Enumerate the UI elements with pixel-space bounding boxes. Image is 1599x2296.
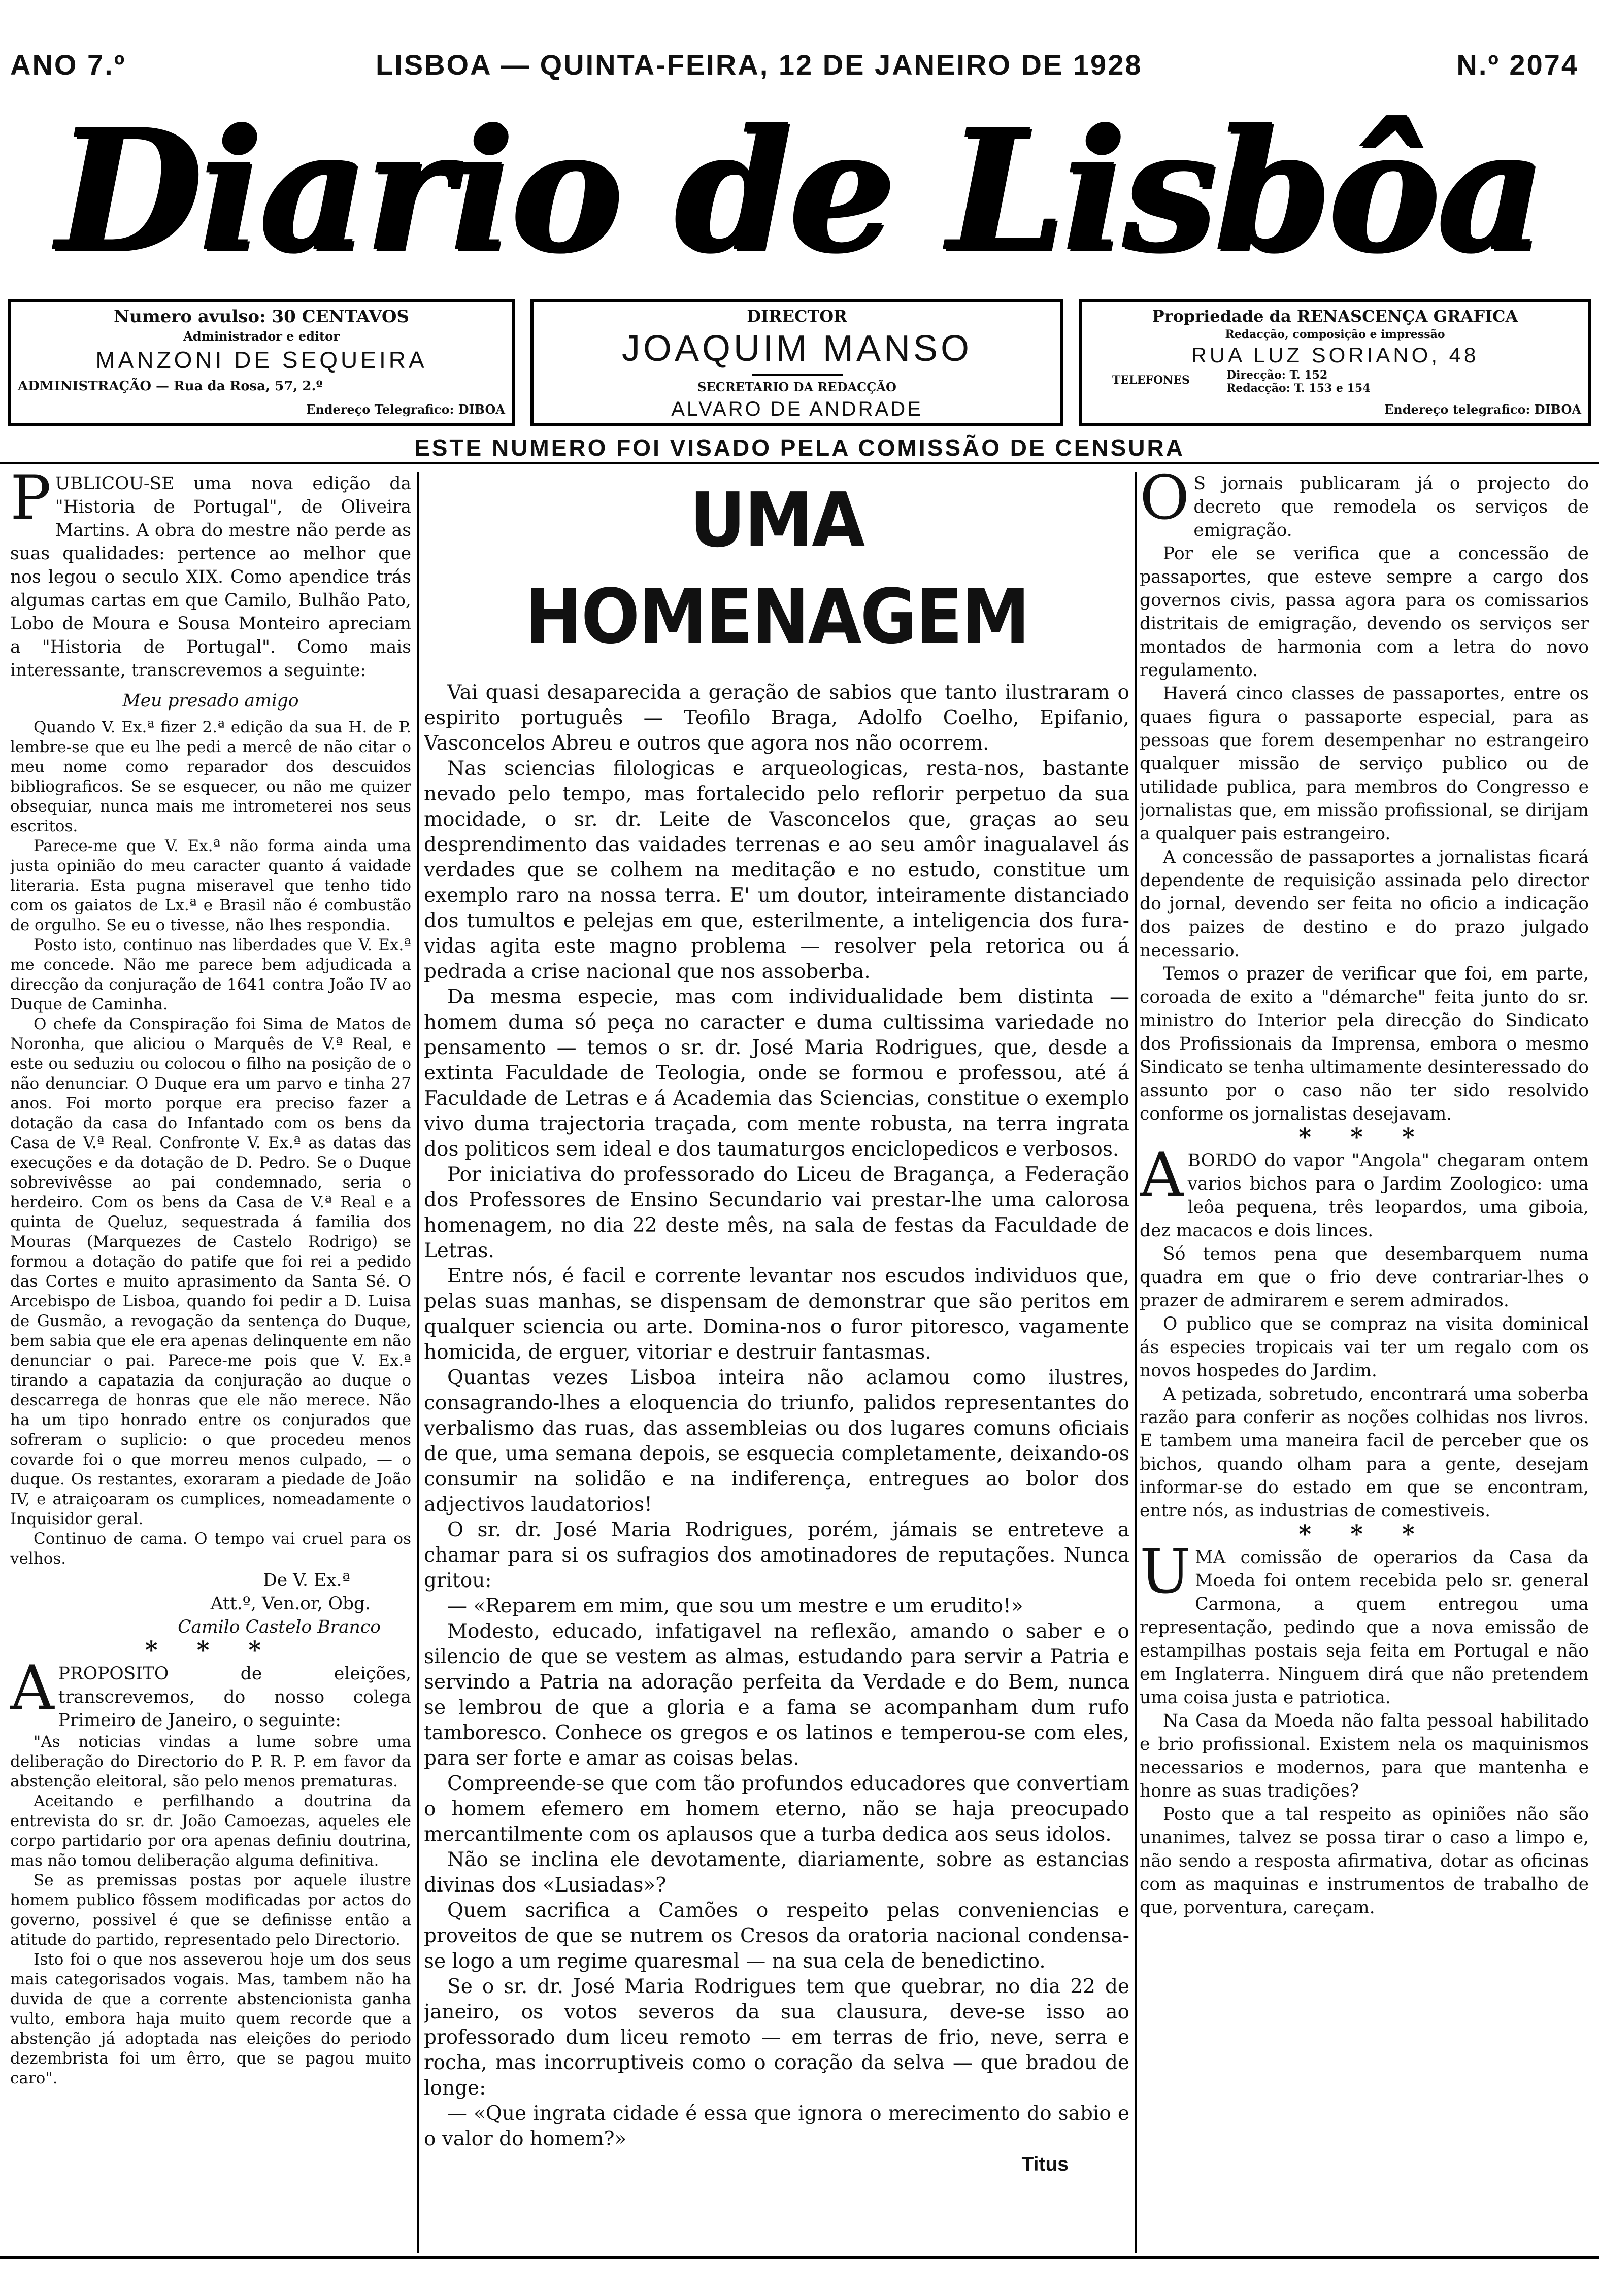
property-telegraph: Endereço telegrafico: DIBOA xyxy=(1384,402,1581,417)
column-rule-left xyxy=(417,472,419,2253)
director-label: DIRECTOR xyxy=(747,307,847,326)
section-stars: * * * xyxy=(145,1636,277,1665)
admin-name: MANZONI DE SEQUEIRA xyxy=(95,347,427,373)
phone-direction: Direcção: T. 152 xyxy=(1226,368,1328,382)
section-stars: * * * xyxy=(1298,1520,1430,1548)
letter-salutation: Meu presado amigo xyxy=(122,691,299,711)
bottom-rule xyxy=(0,2256,1599,2259)
phones-label: TELEFONES xyxy=(1112,374,1190,387)
right-column: O S jornais publicaram já o projecto do decreto que remodela os serviços de emigração. Por ele se verifica que a concessão de passaportes, que esteve sempre a cargo dos governos civis, passa agora para os comissarios distritais de emigração, devendo os serviços ser montados de harmonia com a letra do novo regulamento. Haverá cinco classes de passaportes, entre os quaes figura o passaporte especial, para as pessoas que forem desempenhar no estrangeiro qualquer missão de serviço publico ou de utilidade publica, para membros do Congresso e jornalistas que, em missão profissional, se dirijam a qualquer pais estrangeiro. A concessão de passaportes a jornalistas ficará dependente de requisição assinada pelo director do jornal, devendo ser feita no oficio a indicação dos paizes de destino e do prazo julgado necessario. Temos o prazer de verificar que foi, em parte, coroada de exito a "démarche" feita junto do sr. ministro do Interior pela direcção do Sindicato dos Profissionais da Imprensa, embora o mesmo Sindicato se tenha ultimamente desinteressado do assunto por o caso não ter sido resolvido conforme os jornalistas desejavam. * * * ABORDO do vapor "Angola" chegaram ontem varios bichos para o Jardim Zoologico: uma leôa pequena, três leopardos, uma giboia, dez macacos e dois linces. Só temos pena que desembarquem numa quadra em que o frio deve contrariar-lhes o prazer de admirarem e serem admirados. O publico que se compraz na visita dominical ás especies tropicais vai ter um regalo com os novos hospedes do Jardim. A petizada, sobretudo, encontrará uma soberba razão para conferir as noções colhidas nos livros. E tambem uma maneira facil de perceber que os bichos, quando olham para a gente, desejam informar-se do estado em que se encontram, entre nós, as industrias de comestiveis. * * * UMA comissão de operarios da Casa da Moeda foi ontem recebida pelo sr. general Carmona, a quem entregou uma representação, pedindo que a nova emissão de estampilhas postais seja feita em Portugal e não em Inglaterra. Ninguem dirá que não pretendem uma coisa justa e patriotica. Na Casa da Moeda não falta pessoal habilitado e brio profissional. Existem nela os maquinismos necessarios e modernos, para que mantenha e honre as suas tradições? Posto que a tal respeito as opiniões não são unanimes, talvez se possa tirar o caso a limpo e, não sendo a resposta afirmativa, dotar as oficinas com as maquinas e instrumentos de trabalho de que, porventura, careçam. xyxy=(1140,472,1589,1918)
paragraph: Quantas vezes Lisboa inteira não aclamou como ilustres, consagrando-lhes a eloquencia do triunfo, palidos representantes do verbalismo das ruas, das assembleias ou dos lugares comuns oficiais de que, uma semana depois, se esquecia completamente, deixando-os consumir na solidão e na indiferença, entregues ao bolor dos adjectivos laudatorios! xyxy=(424,1366,1129,1516)
drop-cap: A xyxy=(10,1653,54,1724)
signature-line-1: De V. Ex.ª xyxy=(263,1570,350,1591)
director-divider xyxy=(752,374,843,376)
paragraph: Por iniciativa do professorado do Liceu de Bragança, a Federação dos Professores de Ensino Secundario vai prestar-lhe uma calorosa homenagem, no dia 22 deste mês, na sala de festas da Faculdade de Letras. xyxy=(424,1163,1129,1262)
quoted-text: "As noticias vindas a lume sobre uma deliberação do Directorio do P. R. P. em favor da abstenção eleitoral, são pelo menos prematuras. Aceitando e perfilhando a doutrina da entrevista do sr. dr. João Camoezas, aqueles ele corpo partidario por ora apenas definiu doutrina, mas não tomou deliberação alguma definitiva. Se as premissas postas por aquele ilustre homem publico fôssem modificadas por actos do governo, possivel é que se definisse então a atitude do partido, representado pelo Directorio. Isto foi o que nos asseverou hoje um dos seus mais categorisados vogais. Mas, tambem não ha duvida de que a corrente abstencionista ganha vulto, embora haja muito quem recorde que a abstenção já adoptada nas eleições do periodo dezembrista foi um êrro, que se pagou muito caro". xyxy=(10,1733,411,2087)
director-box xyxy=(530,299,1063,426)
drop-cap: A xyxy=(1140,1140,1184,1210)
left-column xyxy=(10,472,411,2253)
article-historia: PUBLICOU-SE uma nova edição da "Historia de Portugal", de Oliveira Martins. A obra do mestre não perde as suas qualidades: pertence ao melhor que nos legou o seculo XIX. Como apendice trás algumas cartas em que Camilo, Bulhão Pato, Lobo de Moura e Sousa Monteiro apreciam a "Historia de Portugal". Como mais interessante, transcrevemos a seguinte: xyxy=(10,472,411,681)
top-info-line xyxy=(0,48,1599,84)
signature-line-2: Att.º, Ven.or, Obg. xyxy=(210,1594,371,1614)
drop-cap: U xyxy=(1140,1537,1191,1607)
secretary-name: ALVARO DE ANDRADE xyxy=(671,398,923,420)
drop-cap: P xyxy=(10,472,51,533)
phones-block xyxy=(1226,368,1370,395)
letter-body: Quando V. Ex.ª fizer 2.ª edição da sua H. de P. lembre-se que eu lhe pedi a mercê de não citar o meu nome como reparador dos descuidos bibliograficos. Se se esquecer, ou não me quizer obsequiar, nunca mais me intrometerei nos seus escritos. Parece-me que V. Ex.ª não forma ainda uma justa opinião do meu caracter quanto á vaidade literaria. Esta pugna miseravel que tenho tido com os gaiatos de Lx.ª e Brasil não é combustão de orgulho. Se eu o tivesse, não lhes respondia. Posto isto, continuo nas liberdades que V. Ex.ª me concede. Não me parece bem adjudicada a direcção da conjuração de 1641 contra João IV ao Duque de Caminha. O chefe da Conspiração foi Sima de Matos de Noronha, que aliciou o Marquês de V.ª Real, e este ou seduziu ou colocou o filho na posição de o não denunciar. O Duque era um parvo e tinha 27 anos. Foi morto porque era preciso fazer a dotação da casa do Infantado com os bens da Casa de V.ª Real. Confronte V. Ex.ª as datas das execuções e da dotação de D. Pedro. Se o Duque sobrevivêsse ao pai condemnado, seria o herdeiro. Com os bens da Casa de V.ª Real e a quinta de Queluz, sequestrada á familia dos Mouras (Marquezes de Castelo Rodrigo) se formou a dotação do patife que foi rei a pedido das Cortes e muito aprasimento da Santa Sé. O Arcebispo de Lisboa, quando foi pedir a D. Luisa de Gusmão, a revogação da sentença do Duque, bem sabia que ele era apenas delinquente em não denunciar o pai. Parece-me pois que V. Ex.ª tirando a capatazia da conjuração ao duque o descarrega de honras que ele não merece. Não ha um tipo honrado entre os conjurados que sofreram o suplicio: o que procedeu menos covarde foi o que morreu menos culpado, — o duque. Os restantes, exoraram a piedade de João IV, e atraiçoaram os cumplices, nomeadamente o Inquisidor geral. Continuo de cama. O tempo vai cruel para os velhos. xyxy=(10,718,411,1568)
header-boxes xyxy=(8,299,1591,426)
admin-label: Administrador e editor xyxy=(183,329,340,344)
article-signature: Titus xyxy=(1021,2153,1069,2175)
paragraph: O sr. dr. José Maria Rodrigues, porém, jámais se entreteve a chamar para si os sufragios dos amotinadores de reputações. Nunca gritou: xyxy=(424,1518,1129,1592)
quote: — «Que ingrata cidade é essa que ignora o merecimento do sabio e o valor do homem?» xyxy=(424,2102,1129,2150)
print-label: Redacção, composição e impressão xyxy=(1225,328,1445,341)
middle-column xyxy=(424,472,1129,2253)
property-line: Propriedade da RENASCENÇA GRAFICA xyxy=(1152,307,1518,326)
paragraph: Modesto, educado, infatigavel na reflexão, amando o saber e o silencio de que se vestem as almas, estudando para servir a Patria e servindo a Patria na adoração perfeita da Verdade e do Bem, nunca se lembrou de que a gloria e a fama se acompanham dum rufo tamboresco. Conhece os gregos e os latinos e temperou-se com eles, para ser forte e amar as coisas belas. xyxy=(424,1620,1129,1770)
paragraph: Entre nós, é facil e corrente levantar nos escudos individuos que, pelas suas manhas, se dispensam de demonstrar que são peritos em qualquer sciencia ou arte. Domina-nos o furor pitoresco, vagamente homicida, de erguer, vitoriar e destruir fantasmas. xyxy=(424,1265,1129,1364)
property-box xyxy=(1079,299,1591,426)
paragraph: Nas sciencias filologicas e arqueologicas, resta-nos, bastante nevado pelo tempo, mas fortalecido pelo reflorir perpetuo da sua mocidade, o sr. dr. Leite de Vasconcelos que, graças ao seu desprendimento das vaidades terrenas e ao seu amôr inagualavel ás verdades que se colhem na meditação e no estudo, constitue um exemplo raro na nossa terra. E' um doutor, inteiramente distanciado dos tumultos e pelejas em que, esterilmente, a inteligencia dos fura-vidas agita este magno problema — resolver pela retorica ou á pedrada a crise nacional que nos assoberba. xyxy=(424,757,1129,983)
paragraph: Quem sacrifica a Camões o respeito pelas conveniencias e proveitos de que se nutrem os Cresos da oratoria nacional condensa-se logo a um regime quaresmal — na sua cela de benedictino. xyxy=(424,1899,1129,1973)
secretary-label: SECRETARIO DA REDACÇÃO xyxy=(697,380,896,394)
article-eleicoes: APROPOSITO de eleições, transcrevemos, do nosso colega Primeiro de Janeiro, o seguinte: xyxy=(10,1653,411,1731)
phone-redaction: Redacção: T. 153 e 154 xyxy=(1226,382,1371,395)
issue-number: N.º 2074 xyxy=(1456,49,1579,81)
year-label: ANO 7.º xyxy=(10,49,126,81)
section-stars: * * * xyxy=(1298,1123,1430,1152)
drop-cap: O xyxy=(1140,472,1190,533)
paragraph: Compreende-se que com tão profundos educadores que convertiam o homem efemero em homem eterno, não se haja preocupado mercantilmente com os aplausos que a turba dedica aos seus idolos. xyxy=(424,1772,1129,1846)
admin-address: ADMINISTRAÇÃO — Rua da Rosa, 57, 2.º xyxy=(18,379,323,394)
quote: — «Reparem em mim, que sou um mestre e um erudito!» xyxy=(447,1595,1023,1617)
price-line: Numero avulso: 30 CENTAVOS xyxy=(114,307,409,327)
admin-box xyxy=(8,299,515,426)
article-emigracao: O S jornais publicaram já o projecto do decreto que remodela os serviços de emigração. xyxy=(1140,472,1589,541)
column-rule-right xyxy=(1135,472,1137,2253)
paragraph: Da mesma especie, mas com individualidade bem distinta — homem duma só peça no caracter e duma cultissima variedade no pensamento — temos o sr. dr. José Maria Rodrigues, que, desde a extinta Faculdade de Teologia, onde se formou e professou, até á Faculdade de Letras e á Academia das Sciencias, constitue o exemplo vivo duma trajectoria traçada, com mente robusta, na terra ingrata dos politicos sem ideal e dos taumaturgos enciclopedicos e verbosos. xyxy=(424,986,1129,1161)
article-casa-moeda: UMA comissão de operarios da Casa da Moeda foi ontem recebida pelo sr. general Carmona, a quem entregou uma representação, pedindo que a nova emissão de estampilhas postais seja feita em Portugal e não em Inglaterra. Ninguem dirá que não pretendem uma coisa justa e patriotica. xyxy=(1140,1537,1589,1708)
signature-name: Camilo Castelo Branco xyxy=(178,1617,381,1637)
masthead-title: Diario de Lisbôa xyxy=(56,92,1543,289)
paragraph: Vai quasi desaparecida a geração de sabios que tanto ilustraram o espirito português — Teofilo Braga, Adolfo Coelho, Epifanio, Vasconcelos Abreu e outros que agora nos não ocorrem. xyxy=(424,681,1129,755)
director-name: JOAQUIM MANSO xyxy=(621,328,973,369)
date-line: LISBOA — QUINTA-FEIRA, 12 DE JANEIRO DE 1928 xyxy=(376,49,1143,81)
censorship-notice: ESTE NUMERO FOI VISADO PELA COMISSÃO DE CENSURA xyxy=(0,434,1599,464)
paragraph: Se o sr. dr. José Maria Rodrigues tem que quebrar, no dia 22 de janeiro, os votos severos da sua clausura, deve-se isso ao professorado dum liceu remoto — em terras de frio, neve, serra e rocha, mas incorruptiveis como o coração da selva — que bradou de longe: xyxy=(424,1975,1129,2100)
article-zoo: ABORDO do vapor "Angola" chegaram ontem varios bichos para o Jardim Zoologico: uma leôa pequena, três leopardos, uma giboia, dez macacos e dois linces. xyxy=(1140,1140,1589,1241)
admin-telegraph: Endereço Telegrafico: DIBOA xyxy=(306,402,505,417)
property-address: RUA LUZ SORIANO, 48 xyxy=(1191,343,1479,367)
headline: UMA HOMENAGEM xyxy=(524,477,1029,660)
paragraph: Não se inclina ele devotamente, diariamente, sobre as estancias divinas dos «Lusiadas»? xyxy=(424,1848,1129,1897)
